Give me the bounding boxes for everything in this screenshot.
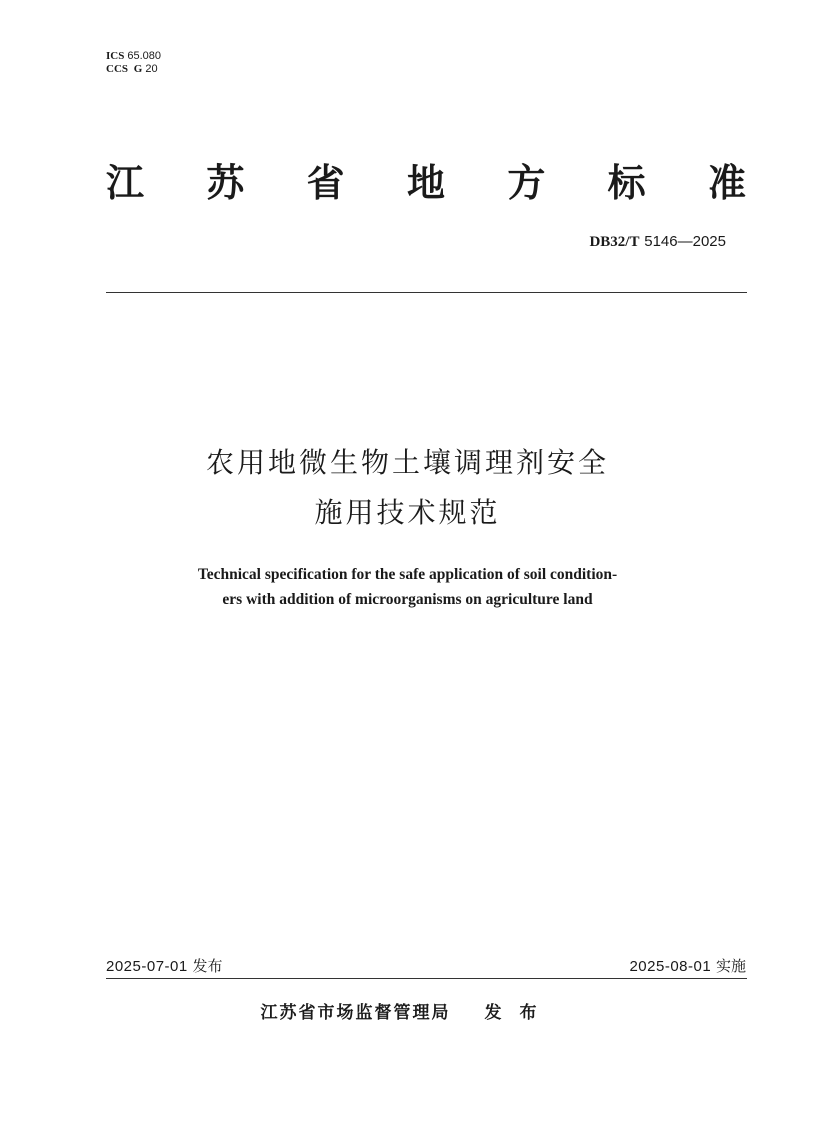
ccs-code: G (133, 63, 143, 75)
issue-date-label: 发布 (192, 957, 223, 975)
standard-code-number: 5146—2025 (644, 233, 726, 250)
top-divider (106, 292, 747, 293)
en-title-line-1: Technical specification for the safe application of soil condition- (197, 566, 618, 583)
standard-code (589, 232, 726, 251)
issue-date-value: 2025-07-01 (106, 958, 188, 975)
cn-title-line-1: 农用地微生物土壤调理剂安全 (205, 446, 609, 479)
issue-date (106, 956, 223, 977)
cn-title-line-2: 施用技术规范 (314, 496, 501, 529)
standard-type-title (106, 158, 746, 208)
ics-line (106, 50, 161, 63)
publisher-organization: 江苏省市场监督管理局 (260, 1003, 451, 1023)
implement-date (629, 956, 746, 977)
ccs-value: 20 (145, 63, 158, 75)
ics-label: ICS (106, 50, 125, 62)
standard-title-char: 江 (106, 161, 145, 205)
ccs-line (106, 63, 161, 76)
standard-title-char: 苏 (206, 161, 245, 205)
standard-code-prefix: DB32/T (589, 234, 640, 250)
publisher-line (0, 1002, 815, 1024)
bottom-divider (106, 978, 747, 979)
en-title-line-2: ers with addition of microorganisms on agriculture land (222, 591, 593, 608)
standard-title-char: 省 (306, 161, 345, 205)
implement-date-label: 实施 (715, 957, 746, 975)
ics-value: 65.080 (127, 50, 161, 62)
standard-title-char: 标 (607, 161, 646, 205)
standard-title-char: 准 (707, 161, 746, 205)
ccs-label: CCS (106, 63, 129, 75)
standard-title-char: 地 (406, 161, 445, 205)
implement-date-value: 2025-08-01 (629, 958, 712, 975)
publisher-action: 发布 (484, 1003, 555, 1023)
classification-codes (106, 50, 161, 76)
standard-title-char: 方 (507, 161, 546, 205)
